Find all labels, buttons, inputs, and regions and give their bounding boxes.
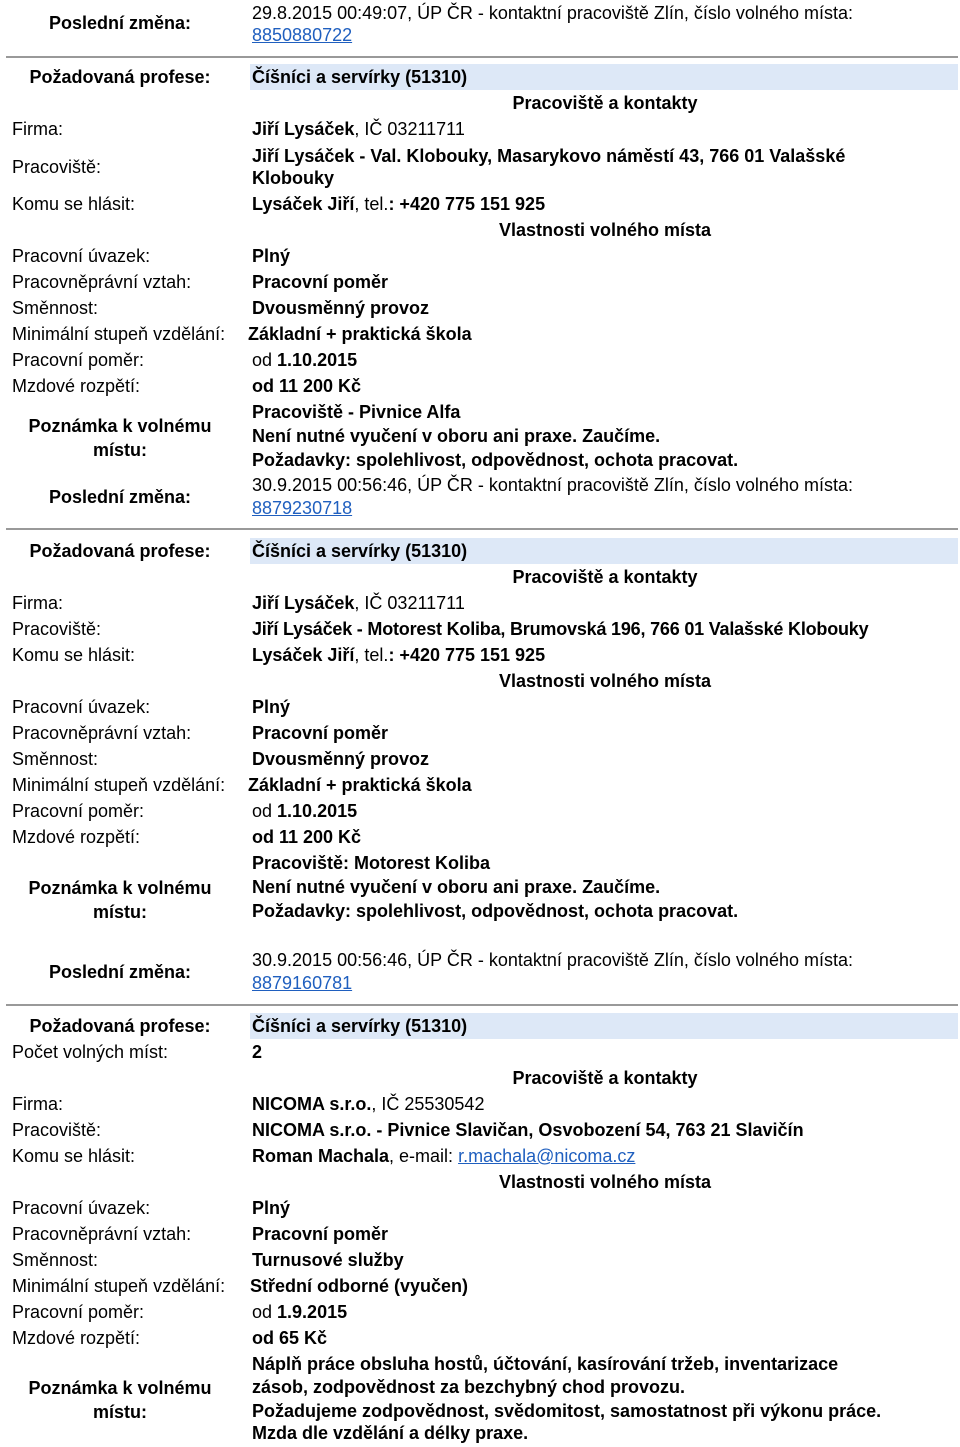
contact-label: Komu se hlásit:	[12, 1146, 136, 1166]
education-value: Střední odborné (vyučen)	[250, 1276, 469, 1296]
vacancy-id-link[interactable]: 8879160781	[252, 973, 353, 993]
workload-label: Pracovní úvazek:	[12, 697, 151, 717]
profession-label: Požadovaná profese:	[29, 67, 211, 87]
education-value: Základní + praktická škola	[248, 775, 472, 795]
workload-label: Pracovní úvazek:	[12, 246, 151, 266]
properties-section-header: Vlastnosti volného místa	[498, 1172, 712, 1192]
contact-label: Komu se hlásit:	[12, 194, 136, 214]
note-line3: Požadavky: spolehlivost, odpovědnost, ochota pracovat.	[252, 901, 739, 921]
shifts-value: Dvousměnný provoz	[252, 749, 430, 769]
contact-tel-prefix: , tel.	[354, 645, 389, 665]
workplace-label: Pracoviště:	[12, 619, 102, 639]
employment-prefix: od	[252, 1302, 278, 1322]
last-change-label: Poslední změna:	[48, 962, 192, 982]
entry-divider	[6, 528, 958, 530]
note-line3: Požadujeme zodpovědnost, svědomitost, samostatnost při výkonu práce.	[252, 1401, 882, 1421]
employment-label: Pracovní poměr:	[12, 801, 145, 821]
last-change-text: 29.8.2015 00:49:07, ÚP ČR - kontaktní pracoviště Zlín, číslo volného místa:	[252, 3, 853, 23]
relation-value: Pracovní poměr	[252, 723, 389, 743]
company-ic: , IČ 03211711	[354, 119, 465, 139]
employment-value	[252, 800, 357, 822]
salary-label: Mzdové rozpětí:	[12, 1328, 141, 1348]
shifts-value: Dvousměnný provoz	[252, 298, 430, 318]
profession-value: Číšníci a servírky (51310)	[252, 1016, 468, 1036]
note-line4: Mzda dle vzdělání a délky praxe.	[252, 1423, 529, 1443]
vacancy-id-link[interactable]: 8879230718	[252, 498, 353, 518]
last-change-text: 30.9.2015 00:56:46, ÚP ČR - kontaktní pracoviště Zlín, číslo volného místa:	[252, 950, 853, 970]
note-label: Poznámka k volnému místu:	[28, 1378, 212, 1422]
company-value	[252, 592, 465, 614]
education-label: Minimální stupeň vzdělání:	[12, 324, 226, 344]
shifts-label: Směnnost:	[12, 1250, 99, 1270]
workplace-label: Pracoviště:	[12, 1120, 102, 1140]
profession-label: Požadovaná profese:	[29, 1016, 211, 1036]
relation-label: Pracovněprávní vztah:	[12, 1224, 192, 1244]
note-line1: Pracoviště: Motorest Koliba	[252, 853, 491, 873]
vacancies-value: 2	[252, 1042, 263, 1062]
employment-label: Pracovní poměr:	[12, 1302, 145, 1322]
shifts-label: Směnnost:	[12, 298, 99, 318]
vacancies-label: Počet volných míst:	[12, 1042, 169, 1062]
contact-value	[252, 1145, 635, 1167]
entry-divider	[6, 56, 958, 58]
workplace-line1: NICOMA s.r.o. - Pivnice Slavičan, Osvobození 54, 763 21 Slavičín	[252, 1120, 804, 1140]
note-line2: Není nutné vyučení v oboru ani praxe. Zaučíme.	[252, 426, 661, 446]
last-change-label: Poslední změna:	[48, 13, 192, 33]
employment-date: 1.10.2015	[277, 350, 358, 370]
contact-value	[252, 193, 545, 215]
last-change-label: Poslední změna:	[48, 487, 192, 507]
contact-tel: : +420 775 151 925	[388, 645, 546, 665]
properties-section-header: Vlastnosti volného místa	[498, 671, 712, 691]
contact-name: Lysáček Jiří	[252, 194, 355, 214]
salary-label: Mzdové rozpětí:	[12, 376, 141, 396]
salary-value: od 11 200 Kč	[252, 827, 362, 847]
relation-label: Pracovněprávní vztah:	[12, 723, 192, 743]
note-label: Poznámka k volnému místu:	[28, 878, 212, 922]
company-name: NICOMA s.r.o.	[252, 1094, 372, 1114]
note-line1: Náplň práce obsluha hostů, účtování, kasírování tržeb, inventarizace	[252, 1354, 839, 1374]
contact-value	[252, 644, 545, 666]
workplace-line1: Jiří Lysáček - Val. Klobouky, Masarykovo náměstí 43, 766 01 Valašské	[252, 146, 846, 166]
workplace-line2: Klobouky	[252, 168, 335, 188]
contact-email-prefix: , e-mail:	[389, 1146, 459, 1166]
note-label: Poznámka k volnému místu:	[28, 416, 212, 460]
company-ic: , IČ 03211711	[354, 593, 465, 613]
profession-value: Číšníci a servírky (51310)	[252, 67, 468, 87]
note-line2: zásob, zodpovědnost za bezchybný chod provozu.	[252, 1377, 686, 1397]
shifts-label: Směnnost:	[12, 749, 99, 769]
salary-value: od 11 200 Kč	[252, 376, 362, 396]
note-line1: Pracoviště - Pivnice Alfa	[252, 402, 461, 422]
employment-prefix: od	[252, 350, 278, 370]
company-value	[252, 118, 465, 140]
entry-divider	[6, 1004, 958, 1006]
last-change-text: 30.9.2015 00:56:46, ÚP ČR - kontaktní pracoviště Zlín, číslo volného místa:	[252, 475, 853, 495]
education-value: Základní + praktická škola	[248, 324, 472, 344]
education-label: Minimální stupeň vzdělání:	[12, 775, 226, 795]
contacts-section-header: Pracoviště a kontakty	[512, 93, 698, 113]
employment-value	[252, 1301, 347, 1323]
note-line3: Požadavky: spolehlivost, odpovědnost, ochota pracovat.	[252, 450, 739, 470]
company-name: Jiří Lysáček	[252, 593, 355, 613]
company-value	[252, 1093, 484, 1115]
company-label: Firma:	[12, 119, 63, 139]
company-name: Jiří Lysáček	[252, 119, 355, 139]
contacts-section-header: Pracoviště a kontakty	[512, 567, 698, 587]
salary-label: Mzdové rozpětí:	[12, 827, 141, 847]
employment-label: Pracovní poměr:	[12, 350, 145, 370]
profession-label: Požadovaná profese:	[29, 541, 211, 561]
vacancy-id-link[interactable]: 8850880722	[252, 25, 353, 45]
company-label: Firma:	[12, 593, 63, 613]
employment-date: 1.9.2015	[277, 1302, 348, 1322]
properties-section-header: Vlastnosti volného místa	[498, 220, 712, 240]
workload-value: Plný	[252, 1198, 291, 1218]
employment-date: 1.10.2015	[277, 801, 358, 821]
shifts-value: Turnusové služby	[252, 1250, 404, 1270]
contact-tel-prefix: , tel.	[354, 194, 389, 214]
relation-value: Pracovní poměr	[252, 272, 389, 292]
note-line2: Není nutné vyučení v oboru ani praxe. Zaučíme.	[252, 877, 661, 897]
employment-value	[252, 349, 357, 371]
workload-label: Pracovní úvazek:	[12, 1198, 151, 1218]
salary-value: od 65 Kč	[252, 1328, 328, 1348]
workload-value: Plný	[252, 246, 291, 266]
company-label: Firma:	[12, 1094, 63, 1114]
education-label: Minimální stupeň vzdělání:	[12, 1276, 226, 1296]
employment-prefix: od	[252, 801, 278, 821]
workplace-line1: Jiří Lysáček - Motorest Koliba, Brumovská 196, 766 01 Valašské Klobouky	[252, 619, 869, 639]
company-ic: , IČ 25530542	[371, 1094, 485, 1114]
relation-value: Pracovní poměr	[252, 1224, 389, 1244]
relation-label: Pracovněprávní vztah:	[12, 272, 192, 292]
contact-email-link[interactable]: r.machala@nicoma.cz	[458, 1146, 636, 1166]
workplace-label: Pracoviště:	[12, 157, 102, 177]
contact-tel: : +420 775 151 925	[388, 194, 546, 214]
contact-label: Komu se hlásit:	[12, 645, 136, 665]
contact-name: Lysáček Jiří	[252, 645, 355, 665]
workload-value: Plný	[252, 697, 291, 717]
contacts-section-header: Pracoviště a kontakty	[512, 1068, 698, 1088]
contact-name: Roman Machala	[252, 1146, 390, 1166]
profession-value: Číšníci a servírky (51310)	[252, 541, 468, 561]
